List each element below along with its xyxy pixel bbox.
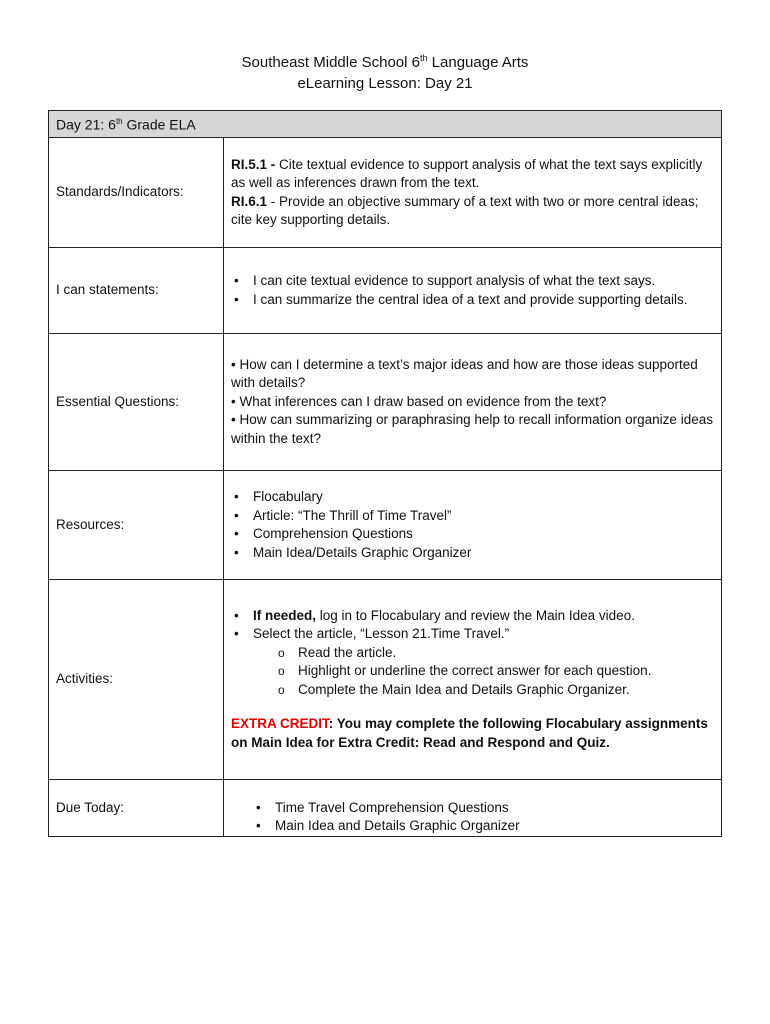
due-today-list	[231, 799, 714, 836]
list-item: • Main Idea/Details Graphic Organizer	[231, 544, 714, 563]
list-item: • If needed, log in to Flocabulary and review the Main Idea video.	[231, 607, 714, 626]
i-can-row	[49, 248, 722, 334]
activities-sublist	[231, 644, 714, 700]
lesson-table	[48, 110, 722, 837]
standard-item: RI.5.1 - Cite textual evidence to support analysis of what the text says explicitly as well as inferences drawn from the text.	[231, 156, 703, 190]
i-can-content	[224, 248, 722, 334]
i-can-label: I can statements:	[49, 248, 224, 334]
due-today-row	[49, 780, 722, 837]
essential-content	[224, 334, 722, 471]
question-item: • What inferences can I draw based on evidence from the text?	[231, 393, 607, 409]
due-today-content	[224, 780, 722, 837]
list-item: • I can summarize the central idea of a text and provide supporting details.	[231, 291, 714, 310]
lesson-header: Day 21: 6th Grade ELA	[49, 111, 722, 138]
title-line-2: eLearning Lesson: Day 21	[297, 75, 473, 92]
document-title	[0, 48, 770, 94]
extra-credit-note: EXTRA CREDIT: You may complete the following Flocabulary assignments on Main Idea for Extra Credit: Read and Respond and Quiz.	[231, 716, 708, 750]
i-can-list	[231, 272, 714, 309]
standards-label: Standards/Indicators:	[49, 138, 224, 248]
list-item: • Comprehension Questions	[231, 525, 714, 544]
standards-content	[224, 138, 722, 248]
resources-label: Resources:	[49, 471, 224, 580]
resources-content	[224, 471, 722, 580]
activities-row	[49, 580, 722, 780]
question-item: • How can I determine a text’s major ideas and how are those ideas supported with details?	[231, 356, 698, 391]
essential-label: Essential Questions:	[49, 334, 224, 471]
standards-row	[49, 138, 722, 248]
standard-item: RI.6.1 - Provide an objective summary of a text with two or more central ideas; cite key supporting details.	[231, 193, 699, 227]
due-today-label: Due Today:	[49, 780, 224, 837]
resources-row	[49, 471, 722, 580]
activities-list	[231, 607, 714, 644]
resources-list	[231, 488, 714, 562]
list-item: • Main Idea and Details Graphic Organizer	[253, 817, 714, 836]
list-item: o Read the article.	[274, 644, 714, 663]
list-item: • Article: “The Thrill of Time Travel”	[231, 507, 714, 526]
list-item: • Flocabulary	[231, 488, 714, 507]
title-line-1: Southeast Middle School 6th Language Arts	[241, 53, 529, 71]
list-item: • I can cite textual evidence to support analysis of what the text says.	[231, 272, 714, 291]
question-item: • How can summarizing or paraphrasing help to recall information organize ideas within the text?	[231, 412, 713, 446]
list-item: • Time Travel Comprehension Questions	[253, 799, 714, 818]
header-row	[49, 111, 722, 138]
list-item: • Select the article, “Lesson 21.Time Travel.”	[231, 625, 714, 644]
list-item: o Highlight or underline the correct answer for each question.	[274, 662, 714, 681]
activities-content	[224, 580, 722, 780]
list-item: o Complete the Main Idea and Details Graphic Organizer.	[274, 681, 714, 700]
essential-row	[49, 334, 722, 471]
activities-label: Activities:	[49, 580, 224, 780]
